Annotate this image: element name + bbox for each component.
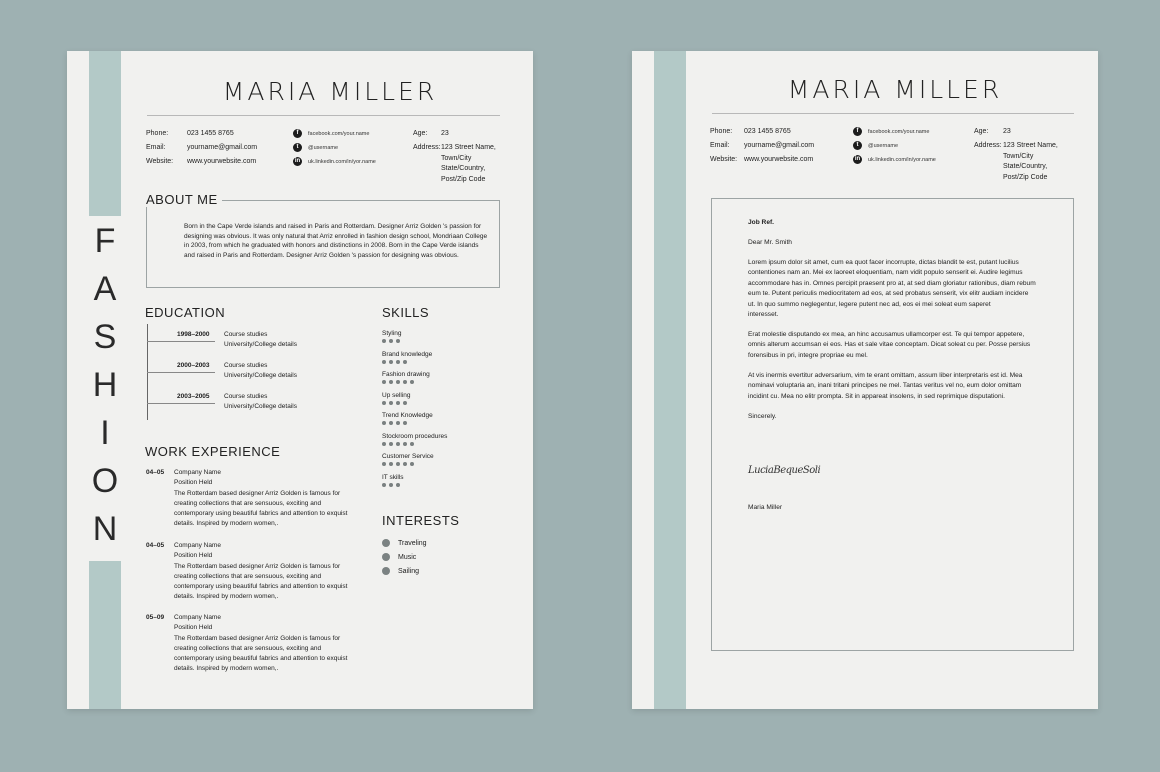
- about-text: [184, 222, 487, 260]
- letter-body: [748, 218, 1036, 432]
- cover-name: MARIA MILLER: [787, 75, 1003, 104]
- letter-line: contentiones nam an. Mei ex laoreet eloquentiam, nam vidit populo senserit ei. Audire legimus: [748, 269, 1023, 277]
- skill-label: IT skills: [382, 473, 404, 481]
- linkedin-handle: uk.linkedin.com/in/yor.name: [308, 158, 376, 165]
- signer-name: Maria Miller: [748, 504, 783, 511]
- job-ref: Job Ref.: [748, 219, 775, 226]
- skill-dot-icon: [389, 380, 393, 384]
- letter-paragraph: [748, 371, 1036, 402]
- education-title: EDUCATION: [145, 305, 226, 320]
- skills-list: [382, 330, 447, 494]
- work-entry: [174, 468, 347, 530]
- skill-item: [382, 351, 447, 372]
- letter-line: Lorem ipsum dolor sit amet, cum ea quot facer incorrupte, dictas blandit te est, putant lucilius: [748, 259, 1019, 266]
- address-line: Town/City: [1003, 152, 1034, 160]
- course-name: Course studies: [224, 331, 268, 338]
- position-held: Position Held: [174, 479, 213, 487]
- website-label: Website:: [710, 156, 738, 163]
- email-label: Email:: [710, 142, 730, 149]
- about-line: designing was obvious. It was only natural that Arriz enrolled in fashion design school, Mondriaan College: [184, 232, 488, 240]
- letter-line: incidint cu. Mea no elitr prompta. Sit in appareat insolens, in sed reprimique disputationi.: [748, 392, 1005, 400]
- skill-dot-icon: [389, 483, 393, 487]
- position-held: Position Held: [174, 624, 213, 632]
- greeting: Dear Mr. Smith: [748, 239, 792, 246]
- website-value: www.yourwebsite.com: [744, 156, 814, 163]
- vertical-letter: I: [100, 414, 110, 452]
- interest-label: Sailing: [398, 568, 420, 575]
- address-line: 123 Street Name,: [1003, 142, 1058, 149]
- linkedin-row: [853, 155, 936, 164]
- skill-label: Customer Service: [382, 453, 434, 460]
- address-label: Address:: [974, 142, 1002, 149]
- skill-dot-icon: [410, 380, 414, 384]
- skill-item: [382, 371, 447, 392]
- linkedin-icon: in: [854, 156, 861, 162]
- address-line: Post/Zip Code: [1003, 173, 1048, 181]
- job-desc-line: contemporary using beautiful fabrics and attention to exquist: [174, 510, 348, 518]
- twitter-icon: t: [293, 143, 302, 152]
- education-detail: [224, 392, 297, 412]
- bullet-dot-icon: [382, 539, 390, 547]
- address-line: State/Country,: [441, 165, 486, 172]
- job-desc-line: creating collections that are sensuous, exciting and: [174, 499, 322, 507]
- twitter-icon: t: [853, 141, 862, 150]
- skill-dot-icon: [382, 421, 386, 425]
- education-detail: [224, 330, 297, 350]
- facebook-handle: facebook.com/your.name: [868, 128, 930, 135]
- college-name: University/College details: [224, 341, 297, 348]
- bullet-dot-icon: [382, 553, 390, 561]
- job-desc-line: contemporary using beautiful fabrics and attention to exquist: [174, 583, 348, 591]
- skill-level: [382, 339, 447, 343]
- header-rule: [712, 113, 1074, 114]
- signature: LuciaBequeSoli: [748, 465, 821, 476]
- phone-value: 023 1455 8765: [187, 130, 234, 137]
- skill-item: [382, 392, 447, 413]
- skill-dot-icon: [382, 380, 386, 384]
- skill-item: [382, 433, 447, 454]
- skill-dot-icon: [410, 442, 414, 446]
- letter-line: omnis alterum accumsan ei eos. Has et sale vitae conceptam. Dicat soleat cu per. Posse persius: [748, 341, 1031, 349]
- phone-label: Phone:: [710, 128, 733, 135]
- skill-level: [382, 421, 447, 425]
- course-name: Course studies: [224, 362, 268, 369]
- address-label: Address:: [413, 144, 441, 151]
- skill-level: [382, 483, 447, 487]
- interest-item: [382, 551, 427, 565]
- address-line: Town/City: [441, 154, 472, 162]
- job-desc-line: details. Inspired by modern women,.: [174, 593, 279, 601]
- skill-label: Up selling: [382, 391, 411, 399]
- skill-label: Brand knowledge: [382, 350, 433, 358]
- bullet-dot-icon: [382, 567, 390, 575]
- skill-dot-icon: [389, 360, 393, 364]
- skill-item: [382, 412, 447, 433]
- vertical-fashion-title: [89, 216, 121, 561]
- age-label: Age:: [974, 128, 989, 135]
- skill-level: [382, 401, 447, 405]
- skill-dot-icon: [389, 339, 393, 343]
- job-desc-line: contemporary using beautiful fabrics and attention to exquist: [174, 655, 348, 663]
- skill-item: [382, 474, 447, 495]
- cover-letter-page: [632, 51, 1098, 709]
- skill-label: Trend Knowledge: [382, 412, 433, 419]
- education-years: 2000–2003: [177, 362, 210, 369]
- skill-label: Styling: [382, 330, 402, 337]
- skill-dot-icon: [396, 339, 400, 343]
- twitter-handle: @username: [308, 144, 339, 151]
- vertical-letter: F: [94, 222, 116, 260]
- job-desc-line: details. Inspired by modern women,.: [174, 520, 279, 528]
- age-value: 23: [1003, 128, 1011, 135]
- skill-dot-icon: [382, 483, 386, 487]
- skill-dot-icon: [396, 442, 400, 446]
- skill-dot-icon: [403, 401, 407, 405]
- company-name: Company Name: [174, 469, 221, 476]
- education-years: 1998–2000: [177, 331, 210, 338]
- address-line: 123 Street Name,: [441, 144, 496, 151]
- position-held: Position Held: [174, 552, 213, 560]
- resume-name: MARIA MILLER: [222, 77, 438, 106]
- letter-paragraph: [748, 258, 1036, 320]
- skill-dot-icon: [410, 462, 414, 466]
- education-tick: [147, 403, 215, 404]
- course-name: Course studies: [224, 393, 268, 400]
- job-desc-line: creating collections that are sensuous, exciting and: [174, 644, 322, 652]
- education-tick: [147, 372, 215, 373]
- letter-line: Erat molestie disputando ex mea, an hinc accusamus ullamcorper est. Te qui tempor appetere,: [748, 331, 1025, 339]
- address-value: [1003, 141, 1058, 183]
- about-title: ABOUT ME: [144, 192, 222, 207]
- company-name: Company Name: [174, 542, 221, 549]
- skill-level: [382, 442, 447, 446]
- interest-item: [382, 565, 427, 579]
- vertical-letter: S: [93, 318, 117, 356]
- college-name: University/College details: [224, 403, 297, 410]
- college-name: University/College details: [224, 372, 297, 379]
- website-value: www.yourwebsite.com: [187, 158, 257, 165]
- facebook-icon: f: [293, 129, 302, 138]
- job-desc-line: The Rotterdam based designer Arriz Golden is famous for: [174, 562, 341, 570]
- twitter-handle: @username: [868, 142, 899, 149]
- vertical-letter: A: [93, 270, 117, 308]
- interests-list: [382, 537, 427, 579]
- header-rule: [147, 115, 500, 116]
- skill-dot-icon: [382, 442, 386, 446]
- facebook-row: [293, 129, 369, 138]
- letter-line: interesset.: [748, 311, 779, 319]
- skill-item: [382, 453, 447, 474]
- skill-level: [382, 360, 447, 364]
- skill-dot-icon: [396, 380, 400, 384]
- skills-title: SKILLS: [382, 305, 430, 320]
- skill-dot-icon: [396, 360, 400, 364]
- vertical-letter: H: [92, 366, 118, 404]
- skill-dot-icon: [382, 360, 386, 364]
- work-years: 04–05: [146, 542, 165, 549]
- email-value: yourname@gmail.com: [744, 142, 815, 149]
- skill-label: Stockroom procedures: [382, 432, 448, 440]
- address-line: Post/Zip Code: [441, 175, 486, 183]
- skill-dot-icon: [403, 462, 407, 466]
- letter-line: forensibus in pri, integre propriae eu mel.: [748, 351, 868, 359]
- skill-dot-icon: [396, 421, 400, 425]
- skill-item: [382, 330, 447, 351]
- skill-dot-icon: [382, 462, 386, 466]
- skill-dot-icon: [389, 462, 393, 466]
- interest-item: [382, 537, 427, 551]
- company-name: Company Name: [174, 614, 221, 621]
- work-entry: [174, 613, 347, 675]
- work-years: 04–05: [146, 469, 165, 476]
- facebook-row: [853, 127, 929, 136]
- job-desc-line: The Rotterdam based designer Arriz Golden is famous for: [174, 634, 341, 642]
- address-line: State/Country,: [1003, 163, 1048, 170]
- email-label: Email:: [146, 144, 166, 151]
- about-line: Born in the Cape Verde islands and raised in Paris and Rotterdam. Designer Arriz Golden 's passion for: [184, 223, 482, 230]
- skill-dot-icon: [382, 339, 386, 343]
- education-years: 2003–2005: [177, 393, 210, 400]
- linkedin-icon: in: [294, 158, 301, 164]
- work-title: WORK EXPERIENCE: [145, 444, 281, 459]
- skill-dot-icon: [403, 442, 407, 446]
- skill-dot-icon: [403, 380, 407, 384]
- skill-dot-icon: [396, 483, 400, 487]
- twitter-row: [853, 141, 898, 150]
- phone-value: 023 1455 8765: [744, 128, 791, 135]
- age-label: Age:: [413, 130, 428, 137]
- education-tick: [147, 341, 215, 342]
- skill-dot-icon: [396, 401, 400, 405]
- skill-label: Fashion drawing: [382, 371, 430, 378]
- skill-level: [382, 380, 447, 384]
- skill-dot-icon: [403, 421, 407, 425]
- resume-page: [67, 51, 533, 709]
- education-detail: [224, 361, 297, 381]
- letter-line: ut. In quo summo neglegentur, legere putent nec ad, eos ei mei soleat eum saperet: [748, 300, 991, 308]
- interests-title: INTERESTS: [382, 513, 460, 528]
- vertical-letter: N: [92, 510, 118, 548]
- linkedin-row: [293, 157, 376, 166]
- interest-label: Traveling: [398, 540, 427, 547]
- skill-dot-icon: [389, 442, 393, 446]
- skill-level: [382, 462, 447, 466]
- vertical-letter: O: [91, 462, 119, 500]
- skill-dot-icon: [389, 421, 393, 425]
- email-value: yourname@gmail.com: [187, 144, 258, 151]
- letter-line: eum te. Putent periculis mediocritatem ad eos, at sed probatus senserit, vix elitr audiam incidere: [748, 290, 1029, 298]
- letter-line: At vis inermis evertitur adversarium, vim te erant omittam, assum liber interpretaris est id. Mea: [748, 371, 1023, 379]
- job-desc-line: details. Inspired by modern women,.: [174, 665, 279, 673]
- skill-dot-icon: [382, 401, 386, 405]
- interest-label: Music: [398, 554, 417, 561]
- facebook-handle: facebook.com/your.name: [308, 130, 370, 137]
- work-years: 05–09: [146, 614, 165, 621]
- letter-line: nominavi voluptaria an, inani tritani principes ne mel. Tantas veritus vel no, eum dolor omittam: [748, 382, 1022, 390]
- letter-line: accommodare has in. Omnes percipit praesent pro at, at sed diam gloriatur rationibus, diam rebum: [748, 279, 1036, 287]
- letter-paragraph: [748, 330, 1036, 361]
- phone-label: Phone:: [146, 130, 169, 137]
- twitter-row: [293, 143, 338, 152]
- linkedin-handle: uk.linkedin.com/in/yor.name: [868, 156, 936, 163]
- facebook-icon: f: [853, 127, 862, 136]
- work-entry: [174, 541, 347, 603]
- about-line: and raised in Paris and Rotterdam. Designer Arriz Golden 's passion for designing was obvious.: [184, 251, 459, 259]
- age-value: 23: [441, 130, 449, 137]
- job-desc-line: creating collections that are sensuous, exciting and: [174, 572, 322, 580]
- skill-dot-icon: [396, 462, 400, 466]
- about-line: in 2003, from which he graduated with honors and distinctions in 2008. Born in the Cape Verde islands: [184, 242, 479, 249]
- skill-dot-icon: [403, 360, 407, 364]
- accent-stripe: [654, 51, 686, 709]
- address-value: [441, 143, 496, 185]
- website-label: Website:: [146, 158, 174, 165]
- job-desc-line: The Rotterdam based designer Arriz Golden is famous for: [174, 489, 341, 497]
- closing: Sincerely.: [748, 412, 777, 420]
- skill-dot-icon: [389, 401, 393, 405]
